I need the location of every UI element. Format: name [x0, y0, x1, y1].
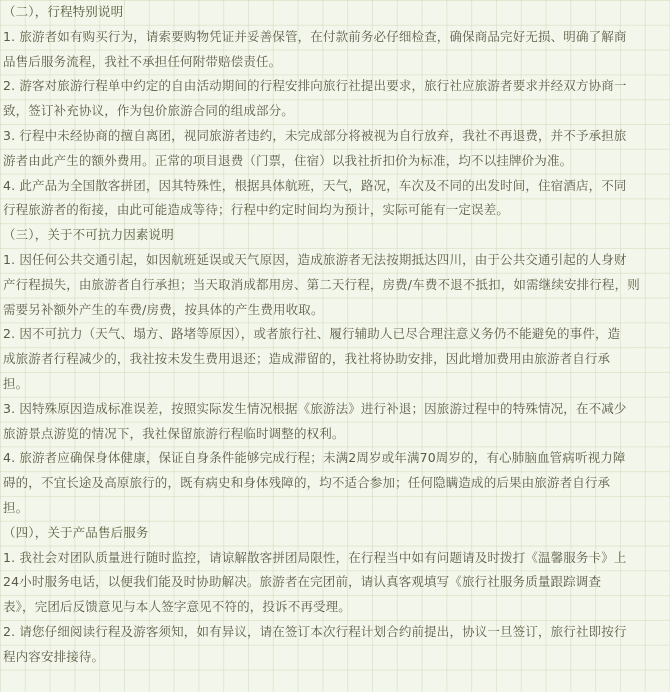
text-line: 1. 旅游者如有购买行为，请索要购物凭证并妥善保管，在付款前务必仔细检查，确保商品完好无损、明确了解商	[3, 28, 627, 44]
paragraph	[3, 174, 658, 224]
text-line: 4. 此产品为全国散客拼团，因其特殊性，根据具体航班，天气，路况，车次及不同的出发时间，住宿酒店，不同	[3, 177, 627, 193]
section-heading: （二），行程特别说明	[3, 4, 124, 19]
section-heading: （四），关于产品售后服务	[3, 524, 149, 540]
text-line: 1. 我社会对团队质量进行随时监控，请谅解散客拼团局限性，在行程当中如有问题请及时拨打《温馨服务卡》上	[3, 549, 627, 565]
section-heading: （三），关于不可抗力因素说明	[3, 227, 174, 243]
text-line: 3. 行程中未经协商的擅自离团，视同旅游者违约，未完成部分将被视为自行放弃，我社不再退费，并不予承担旅	[3, 127, 627, 143]
paragraph	[3, 124, 658, 174]
text-line: 担。	[3, 499, 29, 515]
section-travel-special-notes	[3, 0, 658, 223]
paragraph	[3, 322, 658, 396]
section-force-majeure	[3, 223, 658, 521]
text-line: 碍的，不宜长途及高原旅行的，既有病史和身体残障的，均不适合参加；任何隐瞒造成的后果由旅游者自行承	[3, 475, 611, 491]
paragraph	[3, 248, 658, 322]
text-line: 2. 因不可抗力（天气、塌方、路堵等原因），或者旅行社、履行辅助人已尽合理注意义务仍不能避免的事件，造	[3, 326, 621, 342]
text-line: 2. 请您仔细阅读行程及游客须知，如有异议，请在签订本次行程计划合约前提出，协议一旦签订，旅行社即按行	[3, 623, 627, 639]
text-line: 2. 游客对旅游行程单中约定的自由活动期间的行程安排向旅行社提出要求，旅行社应旅游者要求并经双方协商一	[3, 78, 627, 94]
paragraph	[3, 446, 658, 520]
text-line: 4. 旅游者应确保身体健康，保证自身条件能够完成行程；未满2周岁或年满70周岁的，有心肺脑血管病听视力障	[3, 450, 626, 466]
paragraph	[3, 546, 658, 620]
paragraph	[3, 620, 658, 670]
text-line: 旅游景点游览的情况下，我社保留旅游行程临时调整的权利。	[3, 425, 345, 441]
text-line: 表》，完团后反馈意见与本人签字意见不符的，投诉不再受理。	[3, 599, 351, 615]
text-line: 成旅游者行程减少的，我社按未发生费用退还；造成滞留的，我社将协助安排，因此增加费用由旅游者自行承	[3, 351, 611, 367]
paragraph	[3, 397, 658, 447]
text-line: 行程旅游者的衔接，由此可能造成等待；行程中约定时间均为预计，实际可能有一定误差。	[3, 202, 510, 218]
paragraph	[3, 25, 658, 75]
text-line: 产行程损失，由旅游者自行承担；当天取消成都用房、第二天行程，房费/车费不退不抵扣，如需继续安排行程，则	[3, 276, 640, 292]
text-line: 3. 因特殊原因造成标准误差，按照实际发生情况根据《旅游法》进行补退；因旅游过程中的特殊情况，在不减少	[3, 400, 627, 416]
paragraph	[3, 74, 658, 124]
text-line: 游者由此产生的额外费用。正常的项目退费（门票，住宿）以我社折扣价为标准，均不以挂牌价为准。	[3, 152, 573, 168]
text-line: 品售后服务流程，我社不承担任何附带赔偿责任。	[3, 53, 282, 69]
text-line: 需要另补额外产生的车费/房费，按具体的产生费用收取。	[3, 301, 324, 317]
text-line: 1. 因任何公共交通引起，如因航班延误或天气原因，造成旅游者无法按期抵达四川，由于公共交通引起的人身财	[3, 251, 627, 267]
text-line: 致，签订补充协议，作为包价旅游合同的组成部分。	[3, 103, 294, 119]
section-after-sales-service	[3, 521, 658, 670]
text-line: 程内容安排接待。	[3, 648, 105, 664]
text-line: 担。	[3, 375, 29, 391]
text-line: 24小时服务电话，以便我们能及时协助解决。旅游者在完团前，请认真客观填写《旅行社服务质量跟踪调查	[3, 574, 602, 590]
